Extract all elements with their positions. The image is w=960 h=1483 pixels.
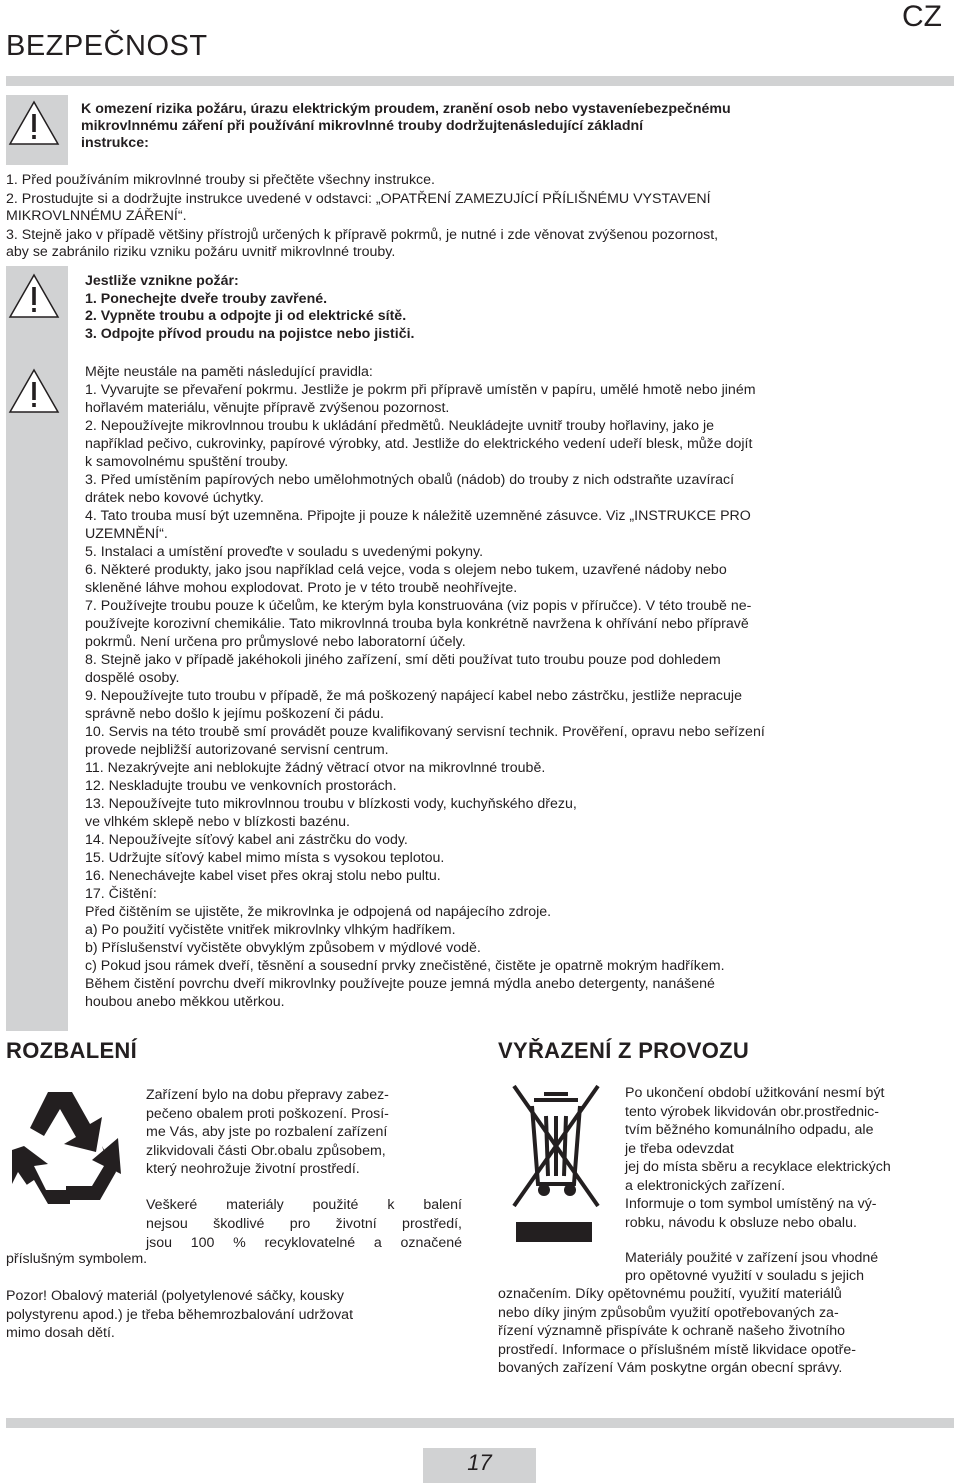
rule-line: k samovolnému spuštění trouby. xyxy=(85,454,289,470)
language-code: CZ xyxy=(902,0,942,33)
rule-line: 1. Vyvarujte se převaření pokrmu. Jestliže je pokrm při přípravě umístěn v papíru, umělé hmotě nebo jiném xyxy=(85,382,756,398)
rule-line: Před čištěním se ujistěte, že mikrovlnka je odpojená od napájecího zdroje. xyxy=(85,904,552,920)
unpack-line: Zařízení bylo na dobu přepravy zabez- xyxy=(146,1087,389,1103)
unpacking-warning xyxy=(6,1287,464,1343)
footer-divider xyxy=(6,1418,954,1428)
rule-line: 3. Před umístěním papírových nebo umělohmotných obalů (nádob) do trouby z nich odstraňte uzavírací xyxy=(85,472,735,488)
rules-list xyxy=(85,363,953,1011)
intro-line: mikrovlnnému záření při používání mikrovlnné trouby dodržujtenásledující základní xyxy=(81,118,644,134)
disposal-title: VYŘAZENÍ Z PROVOZU xyxy=(498,1038,750,1063)
recycle-icon xyxy=(10,1080,130,1240)
rule-line: například pečivo, cukrovinky, papírové výrobky, atd. Jestliže do elektrického vedení udeří blesk, může dojít xyxy=(85,436,753,452)
warning-triangle-icon xyxy=(8,368,60,414)
warning-triangle-icon xyxy=(8,100,60,146)
unpacking-title: ROZBALENÍ xyxy=(6,1038,138,1063)
page-number: 17 xyxy=(467,1450,492,1475)
unpacking-paragraph-1 xyxy=(146,1086,462,1179)
rule-line: UZEMNĚNÍ“. xyxy=(85,526,168,542)
unpack-line: me Vás, aby jste po rozbalení zařízení xyxy=(146,1124,388,1140)
rule-line: 4. Tato trouba musí být uzemněna. Připojte ji pouze k náležitě uzemněné zásuvce. Viz „INSTRUKCE PRO xyxy=(85,508,751,524)
intro-line: instrukce: xyxy=(81,135,149,151)
crossed-bin-icon xyxy=(508,1080,604,1220)
title-divider xyxy=(6,76,954,86)
rule-line: Během čistění povrchu dveří mikrovlnky používejte pouze jemná mýdla anebo detergenty, nanášené xyxy=(85,976,715,992)
disposal-line: tvím běžného komunálního odpadu, ale xyxy=(625,1122,874,1138)
disposal-line: Materiály použité v zařízení jsou vhodné xyxy=(625,1250,879,1266)
disposal-paragraph-3 xyxy=(498,1285,954,1378)
rule-line: 13. Nepoužívejte tuto mikrovlnnou troubu v blízkosti vody, kuchyňského dřezu, xyxy=(85,796,577,812)
disposal-line: robku, návodu k obsluze nebo obalu. xyxy=(625,1214,857,1231)
disposal-line: bovaných zařízení Vám poskytne orgán obecní správy. xyxy=(498,1360,843,1376)
unpack-line: mimo dosah dětí. xyxy=(6,1325,115,1341)
fire-heading: Jestliže vznikne požár: xyxy=(85,273,239,289)
unpacking-paragraph-2 xyxy=(146,1196,462,1253)
rule-line: ve vlhkém sklepě nebo v blízkosti bazénu. xyxy=(85,814,350,830)
disposal-line: řízení významně přispíváte k ochraně našeho životního xyxy=(498,1323,845,1339)
disposal-line: označením. Díky opětovnému použití, využití materiálů xyxy=(498,1286,842,1302)
rule-line: správně nebo došlo k jejímu poškození či pádu. xyxy=(85,706,384,722)
rule-line: 10. Servis na této troubě smí provádět pouze kvalifikovaný servisní technik. Prověření, opravu nebo seřízení xyxy=(85,724,765,740)
intro-list xyxy=(6,172,954,261)
fire-step: 3. Odpojte přívod proudu na pojistce nebo jističi. xyxy=(85,325,415,342)
unpack-line: nejsou škodlivé pro životní prostředí, xyxy=(146,1216,462,1232)
intro-item: MIKROVLNNÉMU ZÁŘENÍ“. xyxy=(6,208,187,224)
intro-item: 3. Stejně jako v případě většiny přístrojů určených k přípravě pokrmů, je nutné i zde věnovat zvýšenou pozornost, xyxy=(6,227,719,243)
rule-line: 14. Nepoužívejte síťový kabel ani zástrčku do vody. xyxy=(85,832,408,848)
warning-triangle-icon xyxy=(8,273,60,319)
rule-line: 7. Používejte troubu pouze k účelům, ke kterým byla konstruována (viz popis v příručce). V této troubě ne- xyxy=(85,598,752,614)
disposal-line: Po ukončení období užitkování nesmí být xyxy=(625,1085,885,1101)
rule-line: hořlavém materiálu, věnujte přípravě zvýšenou pozornost. xyxy=(85,400,450,416)
rule-line: 11. Nezakrývejte ani neblokujte žádný větrací otvor na mikrovlnné troubě. xyxy=(85,760,546,776)
disposal-line: nebo díky jiným způsobům využití opotřebovaných za- xyxy=(498,1304,839,1321)
rule-line: 17. Čištění: xyxy=(85,886,157,902)
disposal-line: pro opětovné využití v souladu s jejich xyxy=(625,1268,864,1284)
disposal-line: prostředí. Informace o příslušném místě likvidace opotře- xyxy=(498,1341,856,1358)
unpack-line: který neohrožuje životní prostředí. xyxy=(146,1161,360,1177)
disposal-line: Informuje o tom symbol umístěný na vý- xyxy=(625,1196,877,1212)
rule-line: a) Po použití vyčistěte vnitřek mikrovlnky vlhkým hadříkem. xyxy=(85,922,456,938)
disposal-line: a elektronických zařízení. xyxy=(625,1177,786,1194)
disposal-paragraph-2 xyxy=(625,1249,955,1285)
rule-line: 12. Neskladujte troubu ve venkovních prostorách. xyxy=(85,778,397,794)
unpack-line: jsou 100 % recyklovatelné a označené xyxy=(146,1235,462,1251)
disposal-line: tento výrobek likvidován obr.prostřednic- xyxy=(625,1103,879,1120)
rule-line: dospělé osoby. xyxy=(85,670,180,686)
intro-line: K omezení rizika požáru, úrazu elektrickým proudem, zranění osob nebo vystaveníebezpečnému xyxy=(81,101,731,117)
intro-item: 1. Před používáním mikrovlnné trouby si přečtěte všechny instrukce. xyxy=(6,172,435,188)
rule-line: houbou anebo měkkou utěrkou. xyxy=(85,994,285,1010)
unpack-line: polystyrenu apod.) je třeba běhemrozbalování udržovat xyxy=(6,1306,354,1323)
fire-step: 2. Vypněte troubu a odpojte ji od elektrické sítě. xyxy=(85,308,407,324)
rule-line: 9. Nepoužívejte tuto troubu v případě, že má poškozený napájecí kabel nebo zástrčku, jestliže nepracuje xyxy=(85,688,742,704)
unpack-line: příslušným symbolem. xyxy=(6,1251,148,1267)
rule-line: pokrmů. Není určena pro průmyslové nebo laboratorní účely. xyxy=(85,634,466,650)
unpack-line: Veškeré materiály použité k balení xyxy=(146,1197,462,1213)
unpack-line: zlikvidovali části Obr.obalu způsobem, xyxy=(146,1142,386,1159)
rule-line: 2. Nepoužívejte mikrovlnnou troubu k ukládání předmětů. Neukládejte uvnitř trouby hořlaviny, jako je xyxy=(85,418,715,434)
fire-instructions xyxy=(85,273,945,343)
disposal-line: jej do místa sběru a recyklace elektrických xyxy=(625,1159,891,1175)
disposal-line: je třeba odevzdat xyxy=(625,1140,734,1157)
weee-marking-bar xyxy=(516,1222,592,1242)
unpack-line: Pozor! Obalový materiál (polyetylenové sáčky, kousky xyxy=(6,1288,345,1304)
rule-line: b) Příslušenství vyčistěte obvyklým způsobem v mýdlové vodě. xyxy=(85,940,481,956)
rule-line: 5. Instalaci a umístění proveďte v souladu s uvedenými pokyny. xyxy=(85,544,484,560)
rule-line: 15. Udržujte síťový kabel mimo místa s vysokou teplotou. xyxy=(85,850,445,866)
rule-line: c) Pokud jsou rámek dveří, těsnění a sousední prvky znečistěné, čistěte je opatrně mokrým hadříkem. xyxy=(85,958,725,974)
rule-line: skleněné láhve mohou explodovat. Proto je v této troubě neohřívejte. xyxy=(85,580,518,596)
page-title: BEZPEČNOST xyxy=(6,30,208,62)
intro-item: 2. Prostudujte si a dodržujte instrukce uvedené v odstavci: „OPATŘENÍ ZAMEZUJÍCÍ PŘÍLIŠNÉMU VYSTAVENÍ xyxy=(6,191,711,207)
rule-line: 8. Stejně jako v případě jakéhokoli jiného zařízení, smí děti používat tuto troubu pouze pod dohledem xyxy=(85,652,721,668)
rule-line: používejte korozivní chemikálie. Tato mikrovlnná trouba byla konkrétně navržena k ohřívání nebo přípravě xyxy=(85,616,749,632)
intro-item: aby se zabránilo riziku vzniku požáru uvnitř mikrovlnné trouby. xyxy=(6,244,396,260)
rules-heading: Mějte neustále na paměti následující pravidla: xyxy=(85,364,373,380)
rule-line: drátek nebo kovové úchytky. xyxy=(85,490,264,506)
rule-line: 16. Nenechávejte kabel viset přes okraj stolu nebo pultu. xyxy=(85,868,441,884)
disposal-paragraph-1 xyxy=(625,1084,955,1232)
intro-warning-text xyxy=(81,101,951,152)
unpack-line: pečeno obalem proti poškození. Prosí- xyxy=(146,1105,389,1122)
rule-line: 6. Některé produkty, jako jsou například celá vejce, voda s olejem nebo tukem, uzavřené nádoby nebo xyxy=(85,562,727,578)
rule-line: provede nejbližší autorizované servisní centrum. xyxy=(85,742,389,758)
fire-step: 1. Ponechejte dveře trouby zavřené. xyxy=(85,290,328,307)
